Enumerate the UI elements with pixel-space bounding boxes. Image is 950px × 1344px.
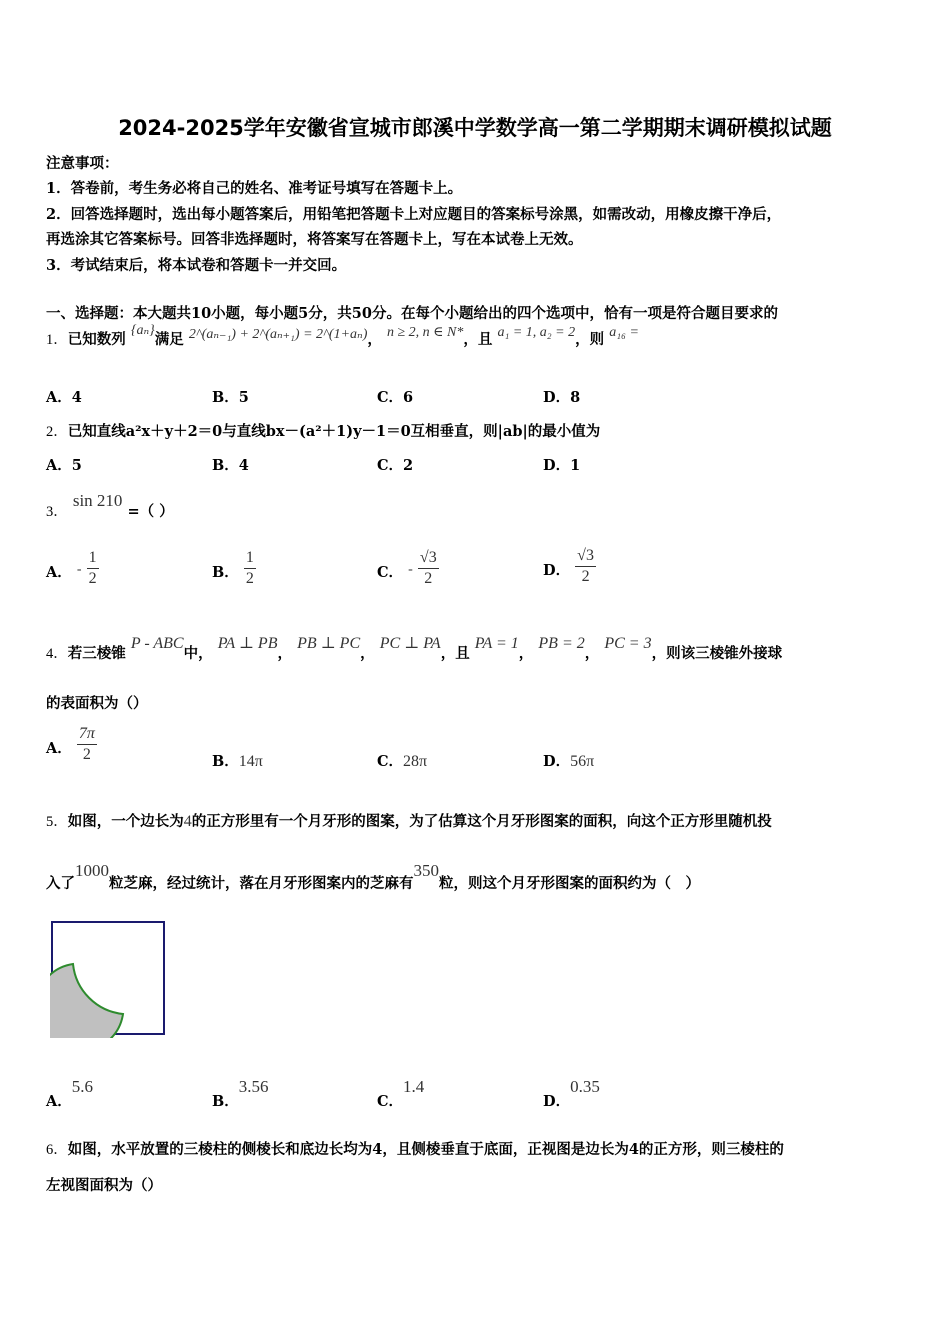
- q1-text: 满足: [154, 331, 184, 348]
- option-a[interactable]: A． - $\frac{1}{2}$: [46, 549, 97, 587]
- q2-text: 已知直线a²x＋y＋2＝0与直线bx－(a²＋1)y－1＝0互相垂直，则|ab|的最小值为: [67, 423, 601, 440]
- q3-expression: sin 210: [72, 491, 123, 510]
- question-number: 1．: [46, 332, 68, 348]
- notice-heading: 注意事项：: [46, 155, 119, 172]
- question-number: 3．: [46, 504, 68, 520]
- q5-text: 入了: [46, 875, 75, 892]
- option-c[interactable]: C．28π: [377, 753, 428, 770]
- q4-length: PA = 1: [474, 635, 519, 652]
- notice-item: 1．答卷前，考生务必将自己的姓名、准考证号填写在答题卡上。: [46, 180, 463, 197]
- option-b[interactable]: B． $\frac{1}{2}$: [212, 549, 254, 587]
- question-number: 2．: [46, 424, 68, 440]
- q5-total: 1000: [75, 861, 109, 880]
- option-d[interactable]: D．56π: [543, 753, 595, 770]
- q1-text: ，则: [575, 331, 605, 348]
- question-5-line2: [46, 861, 700, 893]
- option-d[interactable]: D．0.35: [543, 1077, 600, 1110]
- option-a[interactable]: A．5: [46, 457, 82, 474]
- notice-item: 2．回答选择题时，选出每小题答案后，用铅笔把答题卡上对应题目的答案标号涂黑，如需改动，用橡皮擦干净后，: [46, 206, 782, 223]
- q4-text: ，且: [440, 645, 470, 662]
- q5-text: 粒芝麻，经过统计，落在月牙形图案内的芝麻有: [109, 875, 414, 892]
- q1-condition: n ≥ 2, n ∈ N*: [386, 325, 464, 340]
- q5-inside: 350: [413, 861, 439, 880]
- notice-item: 再选涂其它答案标号。回答非选择题时，将答案写在答题卡上，写在本试卷上无效。: [46, 231, 583, 248]
- question-number: 5．: [46, 814, 68, 830]
- option-c[interactable]: C． - $\frac{√3}{2}$: [377, 549, 437, 587]
- q4-text: 若三棱锥: [67, 645, 126, 662]
- question-4: 4．若三棱锥 P - ABC中， PA ⊥ PB， PB ⊥ PC， PC ⊥ PA，且 PA = 1， PB = 2， PC = 3，则该三棱锥外接球: [46, 635, 783, 662]
- option-b[interactable]: B．4: [212, 457, 249, 474]
- q4-condition: PB ⊥ PC: [297, 635, 361, 652]
- option-b[interactable]: B．3.56: [212, 1077, 269, 1110]
- q5-text: 粒，则这个月牙形图案的面积约为（ ）: [439, 875, 700, 892]
- q1-initial: a₁ = 1, a₂ = 2: [497, 325, 576, 340]
- q5-text: 的正方形里有一个月牙形的图案，为了估算这个月牙形图案的面积，向这个正方形里随机投: [191, 813, 772, 830]
- q3-tail: =（ ）: [127, 503, 174, 520]
- question-5: [46, 810, 772, 831]
- q6-text-line2: 左视图面积为（）: [46, 1177, 162, 1194]
- option-b[interactable]: B．14π: [212, 753, 263, 770]
- question-number: 4．: [46, 646, 68, 662]
- q4-solid: P - ABC: [130, 635, 184, 652]
- option-b[interactable]: B．5: [212, 389, 249, 406]
- option-a[interactable]: A．4: [46, 389, 82, 406]
- question-1: 1．已知数列 {aₙ}满足 2^(aₙ₋₁) + 2^(aₙ₊₁) = 2^(1+aₙ)， n ≥ 2, n ∈ N*，且 a₁ = 1, a₂ = 2，则 a₁₆ =: [46, 323, 639, 348]
- q4-text-line2: 的表面积为（）: [46, 695, 148, 712]
- option-c[interactable]: C．1.4: [377, 1077, 425, 1110]
- page-title: 2024-2025学年安徽省宣城市郎溪中学数学高一第二学期期末调研模拟试题: [118, 116, 832, 140]
- q5-side: 4: [183, 813, 192, 830]
- moon-figure: [50, 920, 168, 1038]
- question-6: [46, 1138, 784, 1159]
- q5-text: 如图，一个边长为: [67, 813, 184, 830]
- question-3: [46, 491, 174, 521]
- q4-text: ，则该三棱锥外接球: [651, 645, 783, 662]
- notice-item: 3．考试结束后，将本试卷和答题卡一并交回。: [46, 257, 347, 274]
- option-d[interactable]: D．8: [543, 389, 581, 406]
- q4-length: PB = 2: [538, 635, 585, 652]
- section-heading: 一、选择题：本大题共10小题，每小题5分，共50分。在每个小题给出的四个选项中，恰有一项是符合题目要求的: [46, 305, 778, 322]
- question-2: [46, 420, 600, 441]
- crescent-shape: [50, 964, 123, 1038]
- option-d[interactable]: D． $\frac{√3}{2}$: [543, 547, 594, 585]
- option-d[interactable]: D．1: [543, 457, 581, 474]
- q6-text: 如图，水平放置的三棱柱的侧棱长和底边长均为4，且侧棱垂直于底面，正视图是边长为4的正方形，则三棱柱的: [67, 1141, 784, 1158]
- q1-sequence: {aₙ}: [130, 323, 155, 338]
- option-a[interactable]: A．5.6: [46, 1077, 94, 1110]
- q1-equation: 2^(aₙ₋₁) + 2^(aₙ₊₁) = 2^(1+aₙ): [188, 327, 368, 342]
- option-a[interactable]: A． $\frac{7\pi}{2}$: [46, 725, 95, 763]
- q1-text: 已知数列: [67, 331, 126, 348]
- option-c[interactable]: C．2: [377, 457, 414, 474]
- q1-text: ，且: [463, 331, 493, 348]
- question-number: 6．: [46, 1142, 68, 1158]
- q4-text: 中，: [183, 645, 213, 662]
- q4-condition: PC ⊥ PA: [379, 635, 441, 652]
- q4-length: PC = 3: [604, 635, 652, 652]
- option-c[interactable]: C．6: [377, 389, 414, 406]
- q4-condition: PA ⊥ PB: [217, 635, 278, 652]
- q1-target: a₁₆ =: [609, 325, 639, 340]
